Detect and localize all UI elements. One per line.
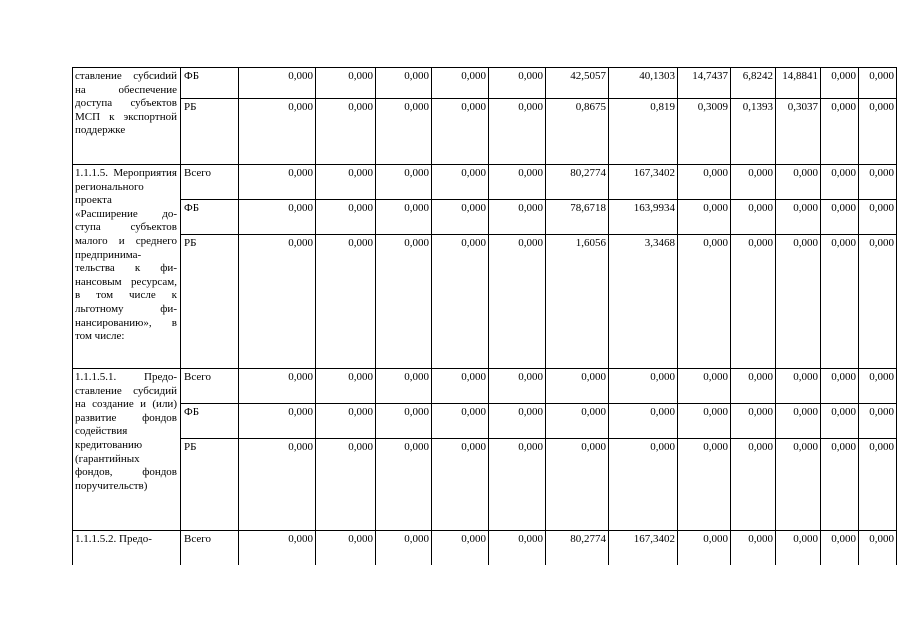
value-cell: 0,000	[316, 68, 376, 99]
table-row	[73, 404, 897, 439]
funding-source-cell: Всего	[181, 165, 239, 200]
funding-source-cell: РБ	[181, 235, 239, 369]
value-cell: 0,000	[678, 439, 731, 531]
value-cell: 0,000	[678, 369, 731, 404]
value-cell: 0,000	[731, 235, 776, 369]
value-cell: 0,000	[731, 165, 776, 200]
value-cell: 167,3402	[609, 165, 678, 200]
value-cell: 0,000	[731, 369, 776, 404]
value-cell: 0,000	[316, 369, 376, 404]
value-cell: 0,000	[376, 235, 432, 369]
value-cell: 0,000	[731, 531, 776, 565]
value-cell: 14,8841	[776, 68, 821, 99]
value-cell: 0,000	[489, 235, 546, 369]
value-cell: 0,000	[859, 200, 897, 235]
value-cell: 0,000	[489, 165, 546, 200]
value-cell: 0,000	[376, 369, 432, 404]
value-cell: 42,5057	[546, 68, 609, 99]
value-cell: 1,6056	[546, 235, 609, 369]
value-cell: 0,000	[776, 404, 821, 439]
value-cell: 0,000	[239, 531, 316, 565]
value-cell: 0,000	[859, 439, 897, 531]
table-row	[73, 369, 897, 404]
value-cell: 0,000	[821, 165, 859, 200]
value-cell: 6,8242	[731, 68, 776, 99]
value-cell: 0,000	[316, 404, 376, 439]
value-cell: 0,000	[432, 531, 489, 565]
value-cell: 0,000	[678, 200, 731, 235]
value-cell: 0,000	[776, 369, 821, 404]
value-cell: 0,000	[316, 531, 376, 565]
value-cell: 0,000	[489, 99, 546, 165]
value-cell: 0,000	[821, 235, 859, 369]
value-cell: 0,000	[776, 235, 821, 369]
value-cell: 0,000	[376, 68, 432, 99]
value-cell: 0,000	[859, 404, 897, 439]
funding-source-cell: ФБ	[181, 68, 239, 99]
value-cell: 0,000	[609, 369, 678, 404]
value-cell: 0,000	[546, 369, 609, 404]
value-cell: 0,3009	[678, 99, 731, 165]
value-cell: 0,000	[432, 200, 489, 235]
value-cell: 14,7437	[678, 68, 731, 99]
table-row	[73, 200, 897, 235]
value-cell: 0,000	[489, 531, 546, 565]
value-cell: 0,000	[376, 165, 432, 200]
value-cell: 163,9934	[609, 200, 678, 235]
value-cell: 0,000	[432, 165, 489, 200]
table-row	[73, 531, 897, 565]
value-cell: 0,000	[432, 439, 489, 531]
value-cell: 0,000	[859, 531, 897, 565]
value-cell: 0,000	[239, 235, 316, 369]
value-cell: 0,000	[432, 68, 489, 99]
value-cell: 0,000	[376, 439, 432, 531]
value-cell: 0,000	[859, 369, 897, 404]
value-cell: 0,000	[776, 165, 821, 200]
value-cell: 0,000	[731, 404, 776, 439]
funding-source-cell: РБ	[181, 439, 239, 531]
value-cell: 0,000	[316, 235, 376, 369]
event-name-cell: ставление субсиdий на обеспечение доступа субъектов МСП к экспортной поддержке	[73, 68, 181, 165]
value-cell: 0,000	[239, 369, 316, 404]
funding-source-cell: Всего	[181, 369, 239, 404]
table-row	[73, 68, 897, 99]
value-cell: 0,000	[609, 439, 678, 531]
value-cell: 80,2774	[546, 165, 609, 200]
value-cell: 3,3468	[609, 235, 678, 369]
table-row	[73, 99, 897, 165]
value-cell: 0,000	[489, 439, 546, 531]
value-cell: 0,000	[609, 404, 678, 439]
value-cell: 0,000	[239, 165, 316, 200]
value-cell: 0,000	[432, 99, 489, 165]
event-name-cell: 1.1.1.5. Мероприятия регионального проекта «Расширение доступа субъектов малого и среднего предпринимательства к финансовым ресурсам, в том числе к льготному финансированию», в том числе:	[73, 165, 181, 369]
value-cell: 0,000	[316, 200, 376, 235]
event-name-cell: 1.1.1.5.2. Предо-	[73, 531, 181, 565]
value-cell: 0,000	[546, 404, 609, 439]
value-cell: 0,000	[376, 404, 432, 439]
value-cell: 0,000	[731, 200, 776, 235]
value-cell: 0,000	[239, 68, 316, 99]
value-cell: 0,000	[678, 531, 731, 565]
value-cell: 0,000	[376, 531, 432, 565]
value-cell: 0,000	[489, 68, 546, 99]
value-cell: 0,000	[239, 439, 316, 531]
value-cell: 0,8675	[546, 99, 609, 165]
value-cell: 0,000	[859, 68, 897, 99]
value-cell: 0,000	[821, 404, 859, 439]
value-cell: 0,1393	[731, 99, 776, 165]
value-cell: 0,000	[489, 200, 546, 235]
value-cell: 0,000	[239, 404, 316, 439]
value-cell: 0,000	[859, 165, 897, 200]
value-cell: 0,000	[821, 439, 859, 531]
value-cell: 0,3037	[776, 99, 821, 165]
value-cell: 0,000	[859, 235, 897, 369]
value-cell: 0,000	[376, 200, 432, 235]
value-cell: 0,000	[489, 404, 546, 439]
value-cell: 0,000	[432, 369, 489, 404]
value-cell: 0,000	[239, 99, 316, 165]
value-cell: 80,2774	[546, 531, 609, 565]
value-cell: 0,000	[776, 531, 821, 565]
event-name-cell: 1.1.1.5.1. Предоставление субсидий на создание и (или) развитие фондов содействия кредитованию (гарантийных фондов, фондов поручительств)	[73, 369, 181, 531]
value-cell: 0,819	[609, 99, 678, 165]
value-cell: 0,000	[316, 439, 376, 531]
table-row	[73, 165, 897, 200]
value-cell: 0,000	[678, 404, 731, 439]
value-cell: 0,000	[821, 531, 859, 565]
value-cell: 0,000	[678, 165, 731, 200]
value-cell: 40,1303	[609, 68, 678, 99]
table-row	[73, 235, 897, 369]
value-cell: 78,6718	[546, 200, 609, 235]
value-cell: 0,000	[239, 200, 316, 235]
value-cell: 0,000	[432, 235, 489, 369]
funding-source-cell: Всего	[181, 531, 239, 565]
value-cell: 167,3402	[609, 531, 678, 565]
value-cell: 0,000	[376, 99, 432, 165]
value-cell: 0,000	[776, 200, 821, 235]
value-cell: 0,000	[678, 235, 731, 369]
value-cell: 0,000	[316, 99, 376, 165]
value-cell: 0,000	[731, 439, 776, 531]
value-cell: 0,000	[432, 404, 489, 439]
value-cell: 0,000	[821, 68, 859, 99]
funding-source-cell: ФБ	[181, 200, 239, 235]
value-cell: 0,000	[821, 200, 859, 235]
budget-table	[72, 67, 897, 565]
value-cell: 0,000	[821, 99, 859, 165]
value-cell: 0,000	[489, 369, 546, 404]
value-cell: 0,000	[859, 99, 897, 165]
value-cell: 0,000	[316, 165, 376, 200]
value-cell: 0,000	[821, 369, 859, 404]
value-cell: 0,000	[546, 439, 609, 531]
funding-source-cell: РБ	[181, 99, 239, 165]
funding-source-cell: ФБ	[181, 404, 239, 439]
value-cell: 0,000	[776, 439, 821, 531]
table-row	[73, 439, 897, 531]
